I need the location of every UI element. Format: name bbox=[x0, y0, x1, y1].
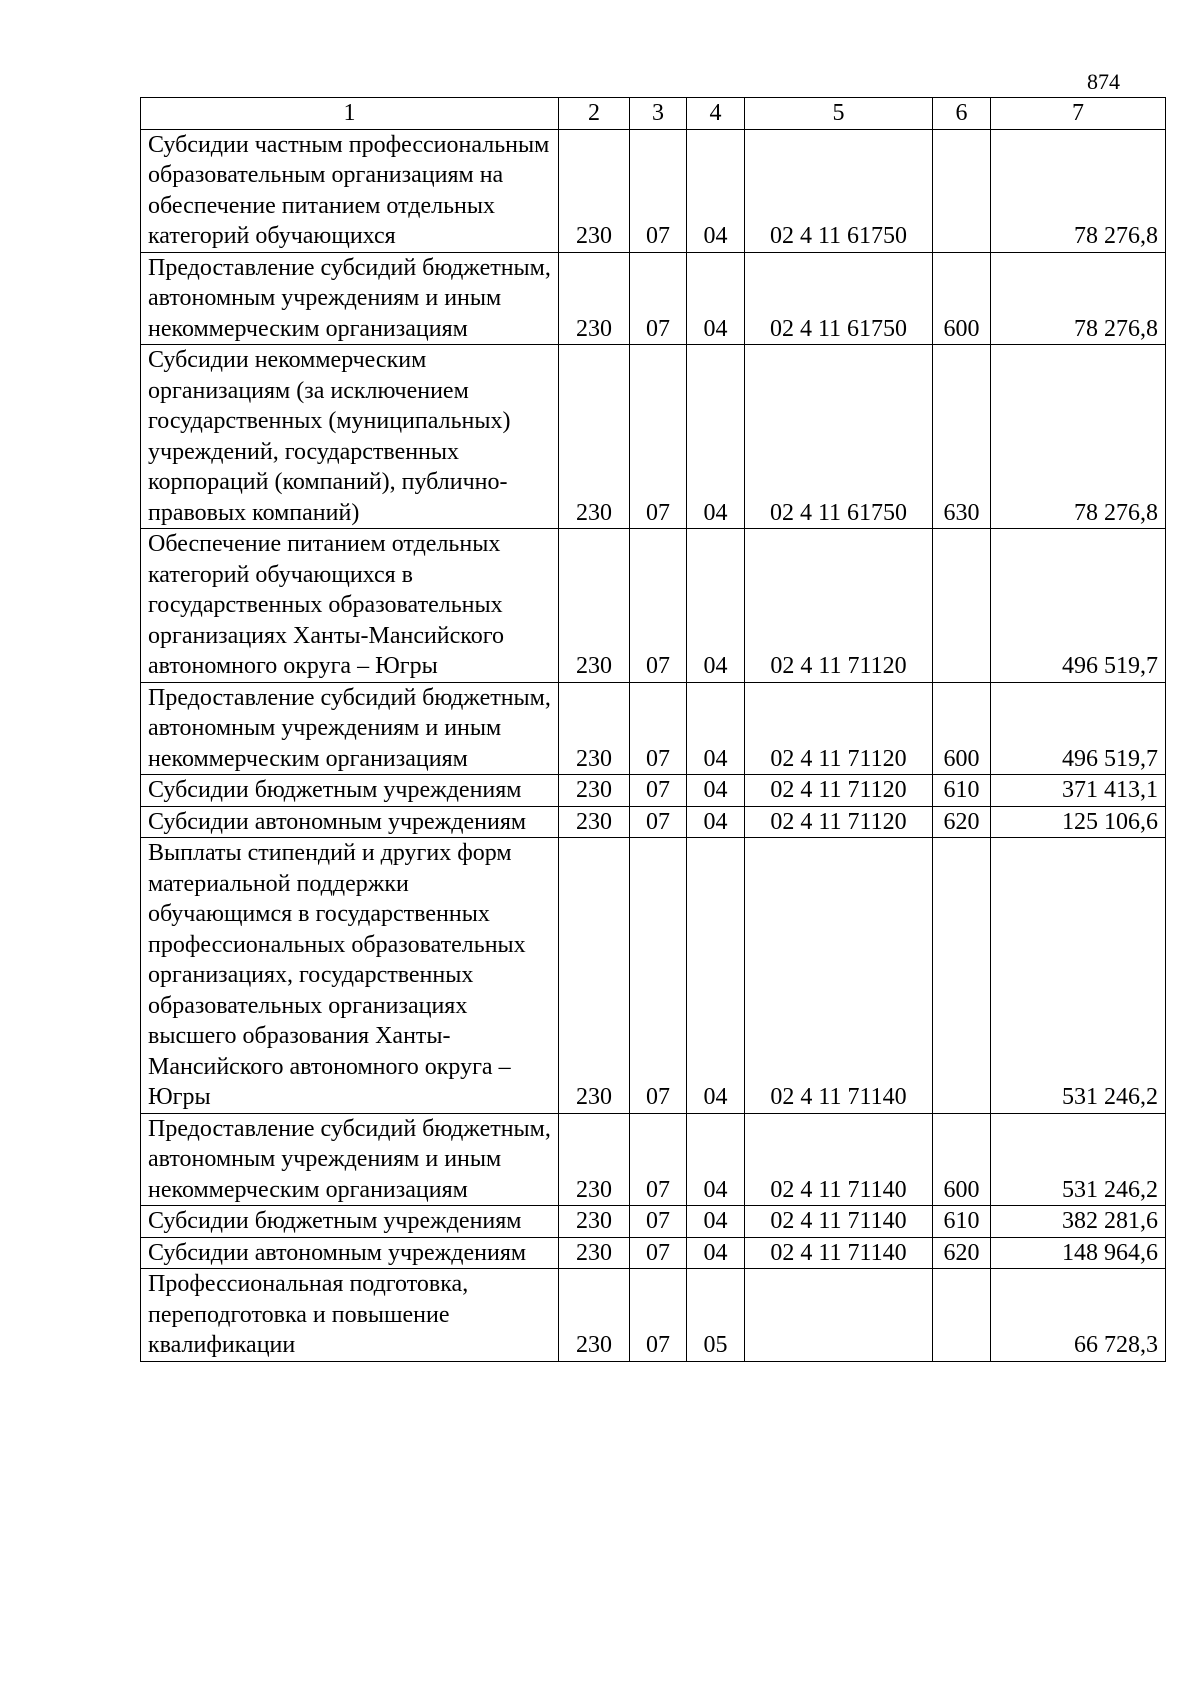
row-name-cell: Предоставление субсидий бюджетным, автономным учреждениям и иным некоммерческим организациям bbox=[141, 682, 559, 775]
row-name-cell: Субсидии бюджетным учреждениям bbox=[141, 775, 559, 807]
target-article-cell: 02 4 11 71120 bbox=[745, 682, 933, 775]
row-name-cell: Субсидии некоммерческим организациям (за исключением государственных (муниципальных) учреждений, государственных корпораций (компаний), публично-правовых компаний) bbox=[141, 345, 559, 529]
amount-cell: 496 519,7 bbox=[991, 682, 1166, 775]
subsection-cell: 04 bbox=[687, 1113, 745, 1206]
target-article-cell: 02 4 11 71140 bbox=[745, 1237, 933, 1269]
budget-table bbox=[140, 97, 1166, 1362]
target-article-cell: 02 4 11 71120 bbox=[745, 775, 933, 807]
expense-type-cell: 600 bbox=[933, 682, 991, 775]
amount-cell: 78 276,8 bbox=[991, 252, 1166, 345]
section-cell: 07 bbox=[630, 1237, 687, 1269]
section-cell: 07 bbox=[630, 838, 687, 1114]
section-cell: 07 bbox=[630, 1269, 687, 1362]
amount-cell: 148 964,6 bbox=[991, 1237, 1166, 1269]
table-row bbox=[141, 1237, 1166, 1269]
ministry-code-cell: 230 bbox=[559, 1113, 630, 1206]
expense-type-cell: 630 bbox=[933, 345, 991, 529]
subsection-cell: 04 bbox=[687, 1237, 745, 1269]
expense-type-cell: 620 bbox=[933, 806, 991, 838]
row-name-cell: Предоставление субсидий бюджетным, автономным учреждениям и иным некоммерческим организациям bbox=[141, 252, 559, 345]
table-row bbox=[141, 1269, 1166, 1362]
subsection-cell: 04 bbox=[687, 682, 745, 775]
ministry-code-cell: 230 bbox=[559, 529, 630, 683]
column-header: 6 bbox=[933, 98, 991, 130]
row-name-cell: Субсидии автономным учреждениям bbox=[141, 806, 559, 838]
expense-type-cell bbox=[933, 1269, 991, 1362]
section-cell: 07 bbox=[630, 345, 687, 529]
row-name-cell: Профессиональная подготовка, переподготовка и повышение квалификации bbox=[141, 1269, 559, 1362]
amount-cell: 531 246,2 bbox=[991, 1113, 1166, 1206]
table-row bbox=[141, 775, 1166, 807]
subsection-cell: 05 bbox=[687, 1269, 745, 1362]
expense-type-cell bbox=[933, 529, 991, 683]
section-cell: 07 bbox=[630, 1113, 687, 1206]
table-row bbox=[141, 1113, 1166, 1206]
ministry-code-cell: 230 bbox=[559, 252, 630, 345]
row-name-cell: Субсидии автономным учреждениям bbox=[141, 1237, 559, 1269]
target-article-cell: 02 4 11 61750 bbox=[745, 129, 933, 252]
section-cell: 07 bbox=[630, 682, 687, 775]
target-article-cell: 02 4 11 71120 bbox=[745, 806, 933, 838]
row-name-cell: Предоставление субсидий бюджетным, автономным учреждениям и иным некоммерческим организациям bbox=[141, 1113, 559, 1206]
table-row bbox=[141, 129, 1166, 252]
column-header: 7 bbox=[991, 98, 1166, 130]
column-header: 3 bbox=[630, 98, 687, 130]
table-row bbox=[141, 529, 1166, 683]
ministry-code-cell: 230 bbox=[559, 129, 630, 252]
amount-cell: 125 106,6 bbox=[991, 806, 1166, 838]
subsection-cell: 04 bbox=[687, 129, 745, 252]
ministry-code-cell: 230 bbox=[559, 345, 630, 529]
amount-cell: 371 413,1 bbox=[991, 775, 1166, 807]
target-article-cell bbox=[745, 1269, 933, 1362]
row-name-cell: Субсидии бюджетным учреждениям bbox=[141, 1206, 559, 1238]
table-row bbox=[141, 252, 1166, 345]
ministry-code-cell: 230 bbox=[559, 775, 630, 807]
target-article-cell: 02 4 11 61750 bbox=[745, 345, 933, 529]
row-name-cell: Субсидии частным профессиональным образовательным организациям на обеспечение питанием отдельных категорий обучающихся bbox=[141, 129, 559, 252]
target-article-cell: 02 4 11 71120 bbox=[745, 529, 933, 683]
row-name-cell: Выплаты стипендий и других форм материальной поддержки обучающимся в государственных профессиональных образовательных организациях, государственных образовательных организациях высшего образования Ханты-Мансийского автономного округа – Югры bbox=[141, 838, 559, 1114]
subsection-cell: 04 bbox=[687, 806, 745, 838]
column-header: 1 bbox=[141, 98, 559, 130]
section-cell: 07 bbox=[630, 529, 687, 683]
table-row bbox=[141, 345, 1166, 529]
target-article-cell: 02 4 11 61750 bbox=[745, 252, 933, 345]
table-row bbox=[141, 1206, 1166, 1238]
subsection-cell: 04 bbox=[687, 529, 745, 683]
amount-cell: 382 281,6 bbox=[991, 1206, 1166, 1238]
table-row bbox=[141, 682, 1166, 775]
ministry-code-cell: 230 bbox=[559, 1269, 630, 1362]
target-article-cell: 02 4 11 71140 bbox=[745, 1206, 933, 1238]
amount-cell: 78 276,8 bbox=[991, 129, 1166, 252]
expense-type-cell: 620 bbox=[933, 1237, 991, 1269]
ministry-code-cell: 230 bbox=[559, 1206, 630, 1238]
column-header: 5 bbox=[745, 98, 933, 130]
row-name-cell: Обеспечение питанием отдельных категорий обучающихся в государственных образовательных организациях Ханты-Мансийского автономного округа – Югры bbox=[141, 529, 559, 683]
amount-cell: 78 276,8 bbox=[991, 345, 1166, 529]
target-article-cell: 02 4 11 71140 bbox=[745, 1113, 933, 1206]
column-header: 2 bbox=[559, 98, 630, 130]
expense-type-cell: 610 bbox=[933, 1206, 991, 1238]
subsection-cell: 04 bbox=[687, 838, 745, 1114]
header-row bbox=[141, 98, 1166, 130]
table-row bbox=[141, 838, 1166, 1114]
page-number: 874 bbox=[1087, 69, 1120, 94]
ministry-code-cell: 230 bbox=[559, 682, 630, 775]
section-cell: 07 bbox=[630, 806, 687, 838]
section-cell: 07 bbox=[630, 129, 687, 252]
amount-cell: 66 728,3 bbox=[991, 1269, 1166, 1362]
expense-type-cell bbox=[933, 129, 991, 252]
amount-cell: 531 246,2 bbox=[991, 838, 1166, 1114]
column-header: 4 bbox=[687, 98, 745, 130]
ministry-code-cell: 230 bbox=[559, 806, 630, 838]
ministry-code-cell: 230 bbox=[559, 1237, 630, 1269]
subsection-cell: 04 bbox=[687, 345, 745, 529]
subsection-cell: 04 bbox=[687, 252, 745, 345]
ministry-code-cell: 230 bbox=[559, 838, 630, 1114]
target-article-cell: 02 4 11 71140 bbox=[745, 838, 933, 1114]
subsection-cell: 04 bbox=[687, 775, 745, 807]
section-cell: 07 bbox=[630, 252, 687, 345]
subsection-cell: 04 bbox=[687, 1206, 745, 1238]
table-row bbox=[141, 806, 1166, 838]
expense-type-cell: 600 bbox=[933, 252, 991, 345]
section-cell: 07 bbox=[630, 1206, 687, 1238]
expense-type-cell: 610 bbox=[933, 775, 991, 807]
amount-cell: 496 519,7 bbox=[991, 529, 1166, 683]
section-cell: 07 bbox=[630, 775, 687, 807]
expense-type-cell bbox=[933, 838, 991, 1114]
expense-type-cell: 600 bbox=[933, 1113, 991, 1206]
